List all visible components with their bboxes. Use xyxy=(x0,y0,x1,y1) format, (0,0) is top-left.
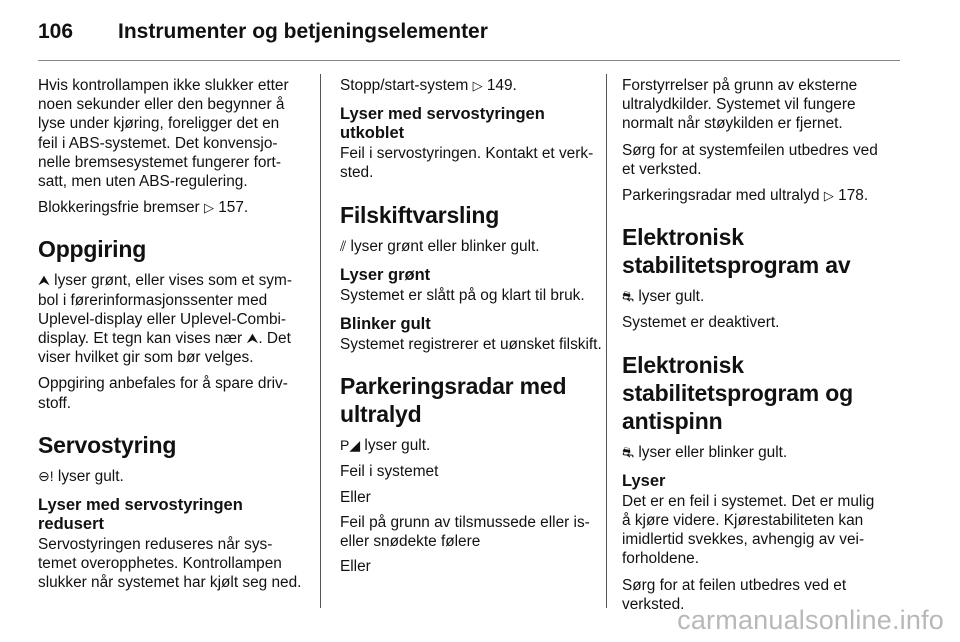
parkering-paragraph: P◢ lyser gult. xyxy=(340,437,431,455)
steering-wheel-icon: ⊖! xyxy=(38,467,54,484)
deaktivert-paragraph: Systemet er deaktivert. xyxy=(622,314,780,332)
feil-line: Feil i systemet xyxy=(340,463,439,481)
upshift-arrow-icon: ⮝ xyxy=(38,272,50,289)
upshift-arrow-icon: ⮝ xyxy=(246,330,259,347)
utkoblet-paragraph: Feil i servostyringen. Kontakt et verksted. xyxy=(340,145,594,182)
oppgiring-advice: Oppgiring anbefales for å spare drivstoff. xyxy=(38,375,288,412)
utbedres-paragraph: Sørg for at feilen utbedres ved et verksted. xyxy=(622,576,847,613)
eller-line-2: Eller xyxy=(340,558,371,576)
heading-utkoblet: Lyser med servostyringen utkoblet xyxy=(340,105,545,143)
page-number: 106 xyxy=(38,20,74,43)
oppgiring-paragraph: ⮝ lyser grønt, eller vises som et symbol i førerinformasjonssenter med Uplevel-display eller Uplevel-Combi-display. Et tegn kan vises nær ⮝. Det viser hvilket gir som bør velges. xyxy=(38,272,292,367)
park-assist-icon: P◢ xyxy=(340,437,361,454)
column-2 xyxy=(340,76,604,583)
header-divider xyxy=(38,60,900,61)
heading-oppgiring: Oppgiring xyxy=(38,236,147,263)
abs-reference xyxy=(38,198,302,217)
abs-paragraph: Hvis kontrollampen ikke slukker etter noen sekunder eller den begynner å lyse under kjøring, foreligger det en feil i ABS-systemet. Det konvensjonelle bremsesystemet fungerer fortsatt, men uten ABS-regulering. xyxy=(38,77,289,191)
esp-antispinn-paragraph: ⛐ lyser eller blinker gult. xyxy=(622,443,788,461)
column-1 xyxy=(38,76,302,600)
redusert-paragraph: Servostyringen reduseres når systemet overopphetes. Kontrollampen slukker når systemet har kjølt seg ned. xyxy=(38,536,302,592)
reference-page[interactable]: 149. xyxy=(486,77,517,94)
heading-gront: Lyser grønt xyxy=(340,265,431,284)
heading-esp-antispinn: Elektronisk stabilitetsprogram og antispinn xyxy=(622,351,853,434)
reference-text: Blokkeringsfrie bremser xyxy=(38,199,204,217)
esp-icon: ⛐ xyxy=(622,443,635,460)
lyser-paragraph: Det er en feil i systemet. Det er mulig å kjøre videre. Kjørestabiliteten kan imidlertid svekkes, avhengig av veiforholdene. xyxy=(622,492,875,568)
ref-arrow-icon: ▷ xyxy=(823,188,834,204)
heading-esp-av: Elektronisk stabilitetsprogram av xyxy=(622,224,851,279)
ref-arrow-icon: ▷ xyxy=(203,200,214,216)
blinker-paragraph: Systemet registrerer et uønsket filskift. xyxy=(340,336,602,354)
heading-lyser: Lyser xyxy=(622,471,666,490)
parkering-reference: Parkeringsradar med ultralyd ▷ 178. xyxy=(622,187,869,205)
esp-off-icon: ⛐ xyxy=(622,288,635,305)
lane-departure-icon: ⫽ xyxy=(340,237,347,254)
esp-av-paragraph: ⛐ lyser gult. xyxy=(622,288,705,306)
page-title: Instrumenter og betjeningselementer xyxy=(118,20,488,43)
heading-servostyring: Servostyring xyxy=(38,431,177,458)
column-divider-1 xyxy=(320,74,321,608)
verksted-paragraph: Sørg for at systemfeilen utbedres ved et verksted. xyxy=(622,141,878,178)
heading-parkering: Parkeringsradar med ultralyd xyxy=(340,373,567,428)
stopstart-reference: Stopp/start-system ▷ 149. xyxy=(340,77,517,94)
heading-redusert: Lyser med servostyringen redusert xyxy=(38,496,243,534)
reference-page[interactable]: 157. xyxy=(218,199,249,217)
watermark: carmanualsonline.info xyxy=(677,605,944,635)
forstyrrelser-paragraph: Forstyrrelser på grunn av eksterne ultralydkilder. Systemet vil fungere normalt når støykilden er fjernet. xyxy=(622,77,858,133)
servostyring-paragraph: ⊖! lyser gult. xyxy=(38,467,124,485)
page-header xyxy=(38,10,900,54)
sensor-line: Feil på grunn av tilsmussede eller is- eller snødekte følere xyxy=(340,513,590,551)
heading-filskift: Filskiftvarsling xyxy=(340,201,500,228)
heading-blinker: Blinker gult xyxy=(340,315,431,334)
filskift-paragraph: ⫽ lyser grønt eller blinker gult. xyxy=(340,237,540,255)
column-3 xyxy=(622,76,886,621)
eller-line-1: Eller xyxy=(340,488,371,506)
ref-arrow-icon: ▷ xyxy=(472,78,483,93)
gront-paragraph: Systemet er slått på og klart til bruk. xyxy=(340,286,585,304)
column-divider-2 xyxy=(606,74,607,608)
reference-page[interactable]: 178. xyxy=(838,187,869,205)
